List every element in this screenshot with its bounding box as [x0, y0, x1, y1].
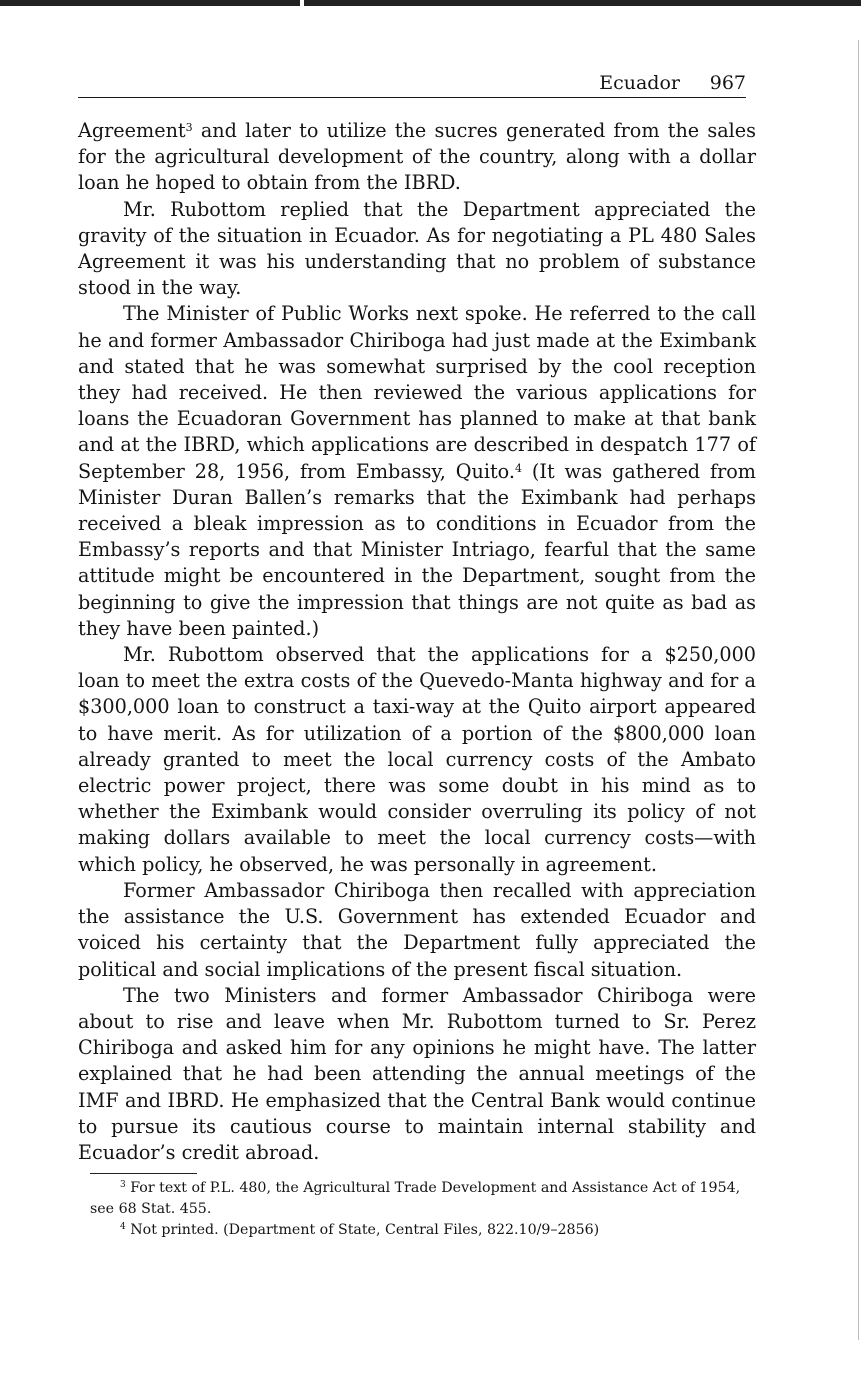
- page-right-edge: [858, 40, 859, 1340]
- footnotes: [90, 1178, 760, 1241]
- footnote-4-text: Not printed. (Department of State, Central Files, 822.10/9–2856): [125, 1222, 600, 1238]
- paragraph-3-text-a: The Minister of Public Works next spoke. He referred to the call he and former Ambassador Chiriboga had just made at the Eximbank and stated that he was somewhat surprised by the cool reception they had received. He then reviewed the various applications for loans the Ecuadoran Government has planned to make at that bank and at the IBRD, which applications are described in despatch 177 of September 28, 1956, from Embassy, Quito.: [78, 302, 756, 483]
- body-text: [78, 118, 756, 1166]
- paragraph-4: Mr. Rubottom observed that the applications for a $250,000 loan to meet the extra costs of the Quevedo-Manta highway and for a $300,000 loan to construct a taxi-way at the Quito airport appeared to have merit. As for utilization of a portion of the $800,000 loan already granted to meet the local currency costs of the Ambato electric power project, there was some doubt in his mind as to whether the Eximbank would consider overruling its policy of not making dollars available to meet the local currency costs—with which policy, he observed, he was personally in agreement.: [78, 643, 756, 876]
- paragraph-3: [78, 301, 756, 642]
- page-top-edge: [0, 0, 861, 6]
- footnote-ref-3: 3: [185, 121, 193, 134]
- footnote-3-text: For text of P.L. 480, the Agricultural Trade Development and Assistance Act of 1954, see 68 Stat. 455.: [90, 1180, 741, 1217]
- footnote-3: [90, 1178, 760, 1220]
- paragraph-6: The two Ministers and former Ambassador Chiriboga were about to rise and leave when Mr. Rubottom turned to Sr. Perez Chiriboga and asked him for any opinions he might have. The latter explained that he had been attending the annual meetings of the IMF and IBRD. He emphasized that the Central Bank would continue to pursue its cautious course to maintain internal stability and Ecuador’s credit abroad.: [78, 983, 756, 1164]
- page-number: 967: [709, 72, 746, 94]
- footnote-4-marker: 4: [120, 1222, 126, 1232]
- paragraph-1-text-a: Agreement: [78, 119, 186, 142]
- paragraph-5: Former Ambassador Chiriboga then recalled with appreciation the assistance the U.S. Government has extended Ecuador and voiced his certainty that the Department fully appreciated the political and social implications of the present fiscal situation.: [78, 878, 756, 981]
- paragraph-3-text-b: (It was gathered from Minister Duran Ballen’s remarks that the Eximbank had perhaps received a bleak impression as to conditions in Ecuador from the Embassy’s reports and that Minister Intriago, fearful that the same attitude might be encountered in the Department, sought from the beginning to give the impression that things are not quite as bad as they have been painted.): [78, 459, 756, 640]
- paragraph-2: Mr. Rubottom replied that the Department appreciated the gravity of the situation in Ecuador. As for negotiating a PL 480 Sales Agreement it was his understanding that no problem of substance stood in the way.: [78, 197, 756, 300]
- paragraph-1-text-b: and later to utilize the sucres generated from the sales for the agricultural development of the country, along with a dollar loan he hoped to obtain from the IBRD.: [78, 119, 756, 195]
- footnote-ref-4: 4: [515, 461, 522, 475]
- footnote-4: [90, 1220, 760, 1241]
- running-header: [78, 70, 746, 98]
- footnote-3-marker: 3: [120, 1180, 126, 1190]
- paragraph-1: [78, 118, 756, 197]
- header-title: Ecuador: [599, 72, 680, 94]
- footnote-rule: [90, 1173, 197, 1174]
